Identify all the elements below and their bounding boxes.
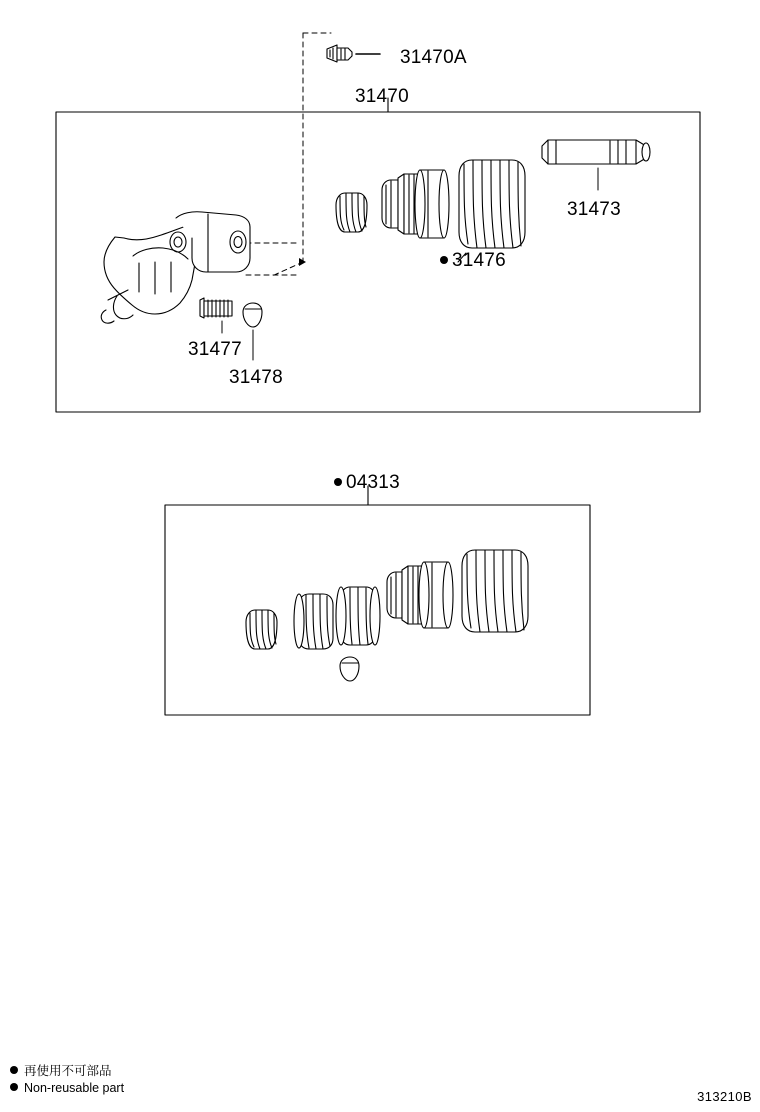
legend-dot-icon-jp bbox=[10, 1066, 18, 1074]
label-31476-text: 31476 bbox=[452, 250, 506, 271]
part-shape-piston bbox=[382, 170, 449, 238]
label-31477: 31477 bbox=[188, 339, 242, 360]
part-shape-31476 bbox=[458, 160, 525, 262]
part-shape-kit-piston bbox=[387, 562, 453, 628]
label-31470a: 31470A bbox=[400, 47, 467, 68]
label-04313 bbox=[334, 472, 400, 494]
part-shape-kit-boot bbox=[462, 550, 528, 632]
part-shape-spring-small bbox=[336, 193, 367, 232]
drawing-code: 313210B bbox=[697, 1089, 752, 1104]
legend-english-text: Non-reusable part bbox=[24, 1081, 125, 1095]
non-reusable-bullet-icon bbox=[440, 256, 448, 264]
label-31476 bbox=[440, 250, 506, 272]
legend-japanese bbox=[10, 1061, 112, 1079]
part-shape-kit-cup-1 bbox=[294, 594, 333, 649]
legend-japanese-text: 再使用不可部品 bbox=[24, 1064, 112, 1078]
non-reusable-bullet-icon-2 bbox=[334, 478, 342, 486]
part-shape-kit-cup-2 bbox=[336, 587, 380, 645]
part-shape-31470a bbox=[327, 45, 380, 62]
label-31478: 31478 bbox=[229, 367, 283, 388]
part-shape-kit-spring bbox=[246, 610, 277, 649]
legend-dot-icon-en bbox=[10, 1083, 18, 1091]
label-31473: 31473 bbox=[567, 199, 621, 220]
label-31470: 31470 bbox=[355, 86, 409, 107]
label-04313-text: 04313 bbox=[346, 472, 400, 493]
legend-english bbox=[10, 1081, 124, 1095]
